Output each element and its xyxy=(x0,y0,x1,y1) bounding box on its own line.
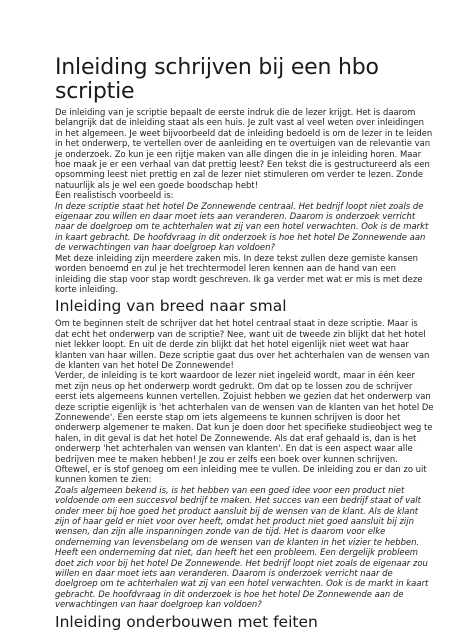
section-2-paragraph-1: Om te beginnen stelt de schrijver dat het hotel centraal staat in deze scriptie. Maar is dat echt het onderwerp van de scriptie? Nee, want uit de tweede zin blijkt dat het hotel niet lekker loopt. En uit de derde zin blijkt dat het hotel eigenlijk niet weet wat haar klanten van haar willen. Deze scriptie gaat dus over het achterhalen van de wensen van de klanten van het hotel De Zonnewende! xyxy=(55,318,430,370)
section-heading-broad-to-narrow: Inleiding van breed naar smal xyxy=(55,297,287,316)
section-heading-facts: Inleiding onderbouwen met feiten xyxy=(55,612,318,631)
document-title: Inleiding schrijven bij een hbo scriptie xyxy=(55,55,379,104)
example-quote-1: In deze scriptie staat het hotel De Zonnewende centraal. Het bedrijf loopt niet zoals de eigenaar zou willen en daar moet iets aan veranderen. Daarom is onderzoek verricht naar de doelgroep om te achterhalen wat zij van een hotel verwachten. Ook is de markt in kaart gebracht. De hoofdvraag in dit onderzoek is hoe het hotel De Zonnewende aan de verwachtingen van haar doelgroep kan voldoen? xyxy=(55,200,429,253)
section-2-paragraph-2: Verder, de inleiding is te kort waardoor de lezer niet ingeleid wordt, maar in één keer met zijn neus op het onderwerp wordt gedrukt. Om dat op te lossen zou de schrijver eerst iets algemeens kunnen vertellen. Zojuist hebben we gezien dat het onderwerp van deze scriptie eigenlijk is 'het achterhalen van de wensen van de klanten van het hotel De Zonnewende'. Een eerste stap om iets algemeens te kunnen schrijven is door het onderwerp algemener te maken. Dat kun je doen door het specifieke studieobject weg te halen, in dit geval is dat het hotel De Zonnewende. Als dat eraf gehaald is, dan is het onderwerp 'het achterhalen van wensen van klanten'. En dat is een aspect waar alle bedrijven mee te maken hebben! Je zou er zelfs een boek over kunnen schrijven. Oftewel, er is stof genoeg om een inleiding mee te vullen. De inleiding zou er dan zo uit kunnen komen te zien: xyxy=(55,370,434,485)
after-example-paragraph: Met deze inleiding zijn meerdere zaken mis. In deze tekst zullen deze gemiste kansen worden benoemd en zul je het trechtermodel leren kennen aan de hand van een inleiding die stap voor stap wordt geschreven. Ik ga verder met wat er mis is met deze korte inleiding. xyxy=(55,252,423,294)
example-label: Een realistisch voorbeeld is: xyxy=(55,190,174,201)
example-quote-2: Zoals algemeen bekend is, is het hebben van een goed idee voor een product niet voldoende om een succesvol bedrijf te maken. Het succes van een bedrijf staat of valt onder meer bij hoe goed het product aansluit bij de wensen van de klant. Als de klant zijn of haar geld er niet voor over heeft, omdat het product niet goed aansluit bij zijn wensen, dan zijn alle inspanningen zonde van de tijd. Het is daarom voor elke onderneming van levensbelang om de wensen van de klanten in het vizier te hebben. Heeft een onderneming dat niet, dan heeft het een probleem. Een dergelijk probleem doet zich voor bij het hotel De Zonnewende. Het bedrijf loopt niet zoals de eigenaar zou willen en daar moet iets aan veranderen. Daarom is onderzoek verricht naar de doelgroep om te achterhalen wat zij van een hotel verwachten. Ook is de markt in kaart gebracht. De hoofdvraag in dit onderzoek is hoe het hotel De Zonnewende aan de verwachtingen van haar doelgroep kan voldoen? xyxy=(55,484,429,610)
intro-paragraph: De inleiding van je scriptie bepaalt de eerste indruk die de lezer krijgt. Het is daarom belangrijk dat de inleiding staat als een huis. Je zult vast al veel weten over inleidingen in het algemeen. Je weet bijvoorbeeld dat de inleiding bedoeld is om de lezer in te leiden in het onderwerp, te vertellen over de aanleiding en te overtuigen van de relevantie van je onderzoek. Zo kun je een rijtje maken van alle dingen die in je inleiding horen. Maar hoe maak je er een verhaal van dat prettig leest? Een tekst die is gestructureerd als een opsomming leest niet prettig en zal de lezer niet stimuleren om verder te lezen. Zonde natuurlijk als je wel een goede boodschap hebt! xyxy=(55,107,433,190)
